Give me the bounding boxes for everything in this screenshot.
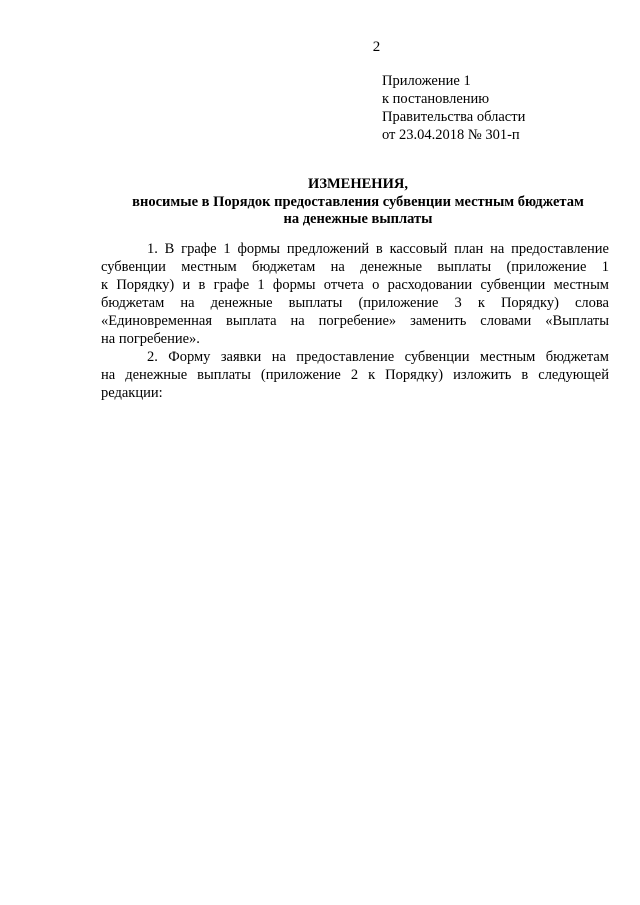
- title-subtitle-line: на денежные выплаты: [283, 211, 433, 227]
- paragraph-line: на погребение».: [101, 331, 200, 347]
- page-number: 2: [372, 39, 381, 55]
- paragraph-1: [101, 240, 609, 348]
- paragraph-line: на денежные выплаты (приложение 2 к Порядку) изложить в следующей: [101, 367, 609, 383]
- paragraph-line: бюджетам на денежные выплаты (приложение 3 к Порядку) слова: [101, 295, 609, 311]
- title-heading: ИЗМЕНЕНИЯ,: [308, 176, 408, 192]
- document-body: [101, 240, 609, 402]
- document-title: [100, 176, 616, 229]
- paragraph-2: [101, 348, 609, 402]
- paragraph-line: редакции:: [101, 385, 163, 401]
- paragraph-line: к Порядку) и в графе 1 формы отчета о расходовании субвенции местным: [101, 277, 609, 293]
- appendix-line: от 23.04.2018 № 301-п: [382, 127, 520, 143]
- paragraph-line: 1. В графе 1 формы предложений в кассовый план на предоставление: [147, 241, 609, 257]
- appendix-line: Правительства области: [382, 109, 526, 125]
- title-subtitle-line: вносимые в Порядок предоставления субвенции местным бюджетам: [132, 193, 584, 210]
- paragraph-line: субвенции местным бюджетам на денежные выплаты (приложение 1: [101, 259, 609, 275]
- paragraph-line: 2. Форму заявки на предоставление субвенции местным бюджетам: [147, 349, 609, 365]
- paragraph-line: «Единовременная выплата на погребение» заменить словами «Выплаты: [101, 313, 609, 329]
- appendix-block: [382, 72, 612, 144]
- appendix-line: Приложение 1: [382, 73, 471, 89]
- appendix-line: к постановлению: [382, 91, 490, 107]
